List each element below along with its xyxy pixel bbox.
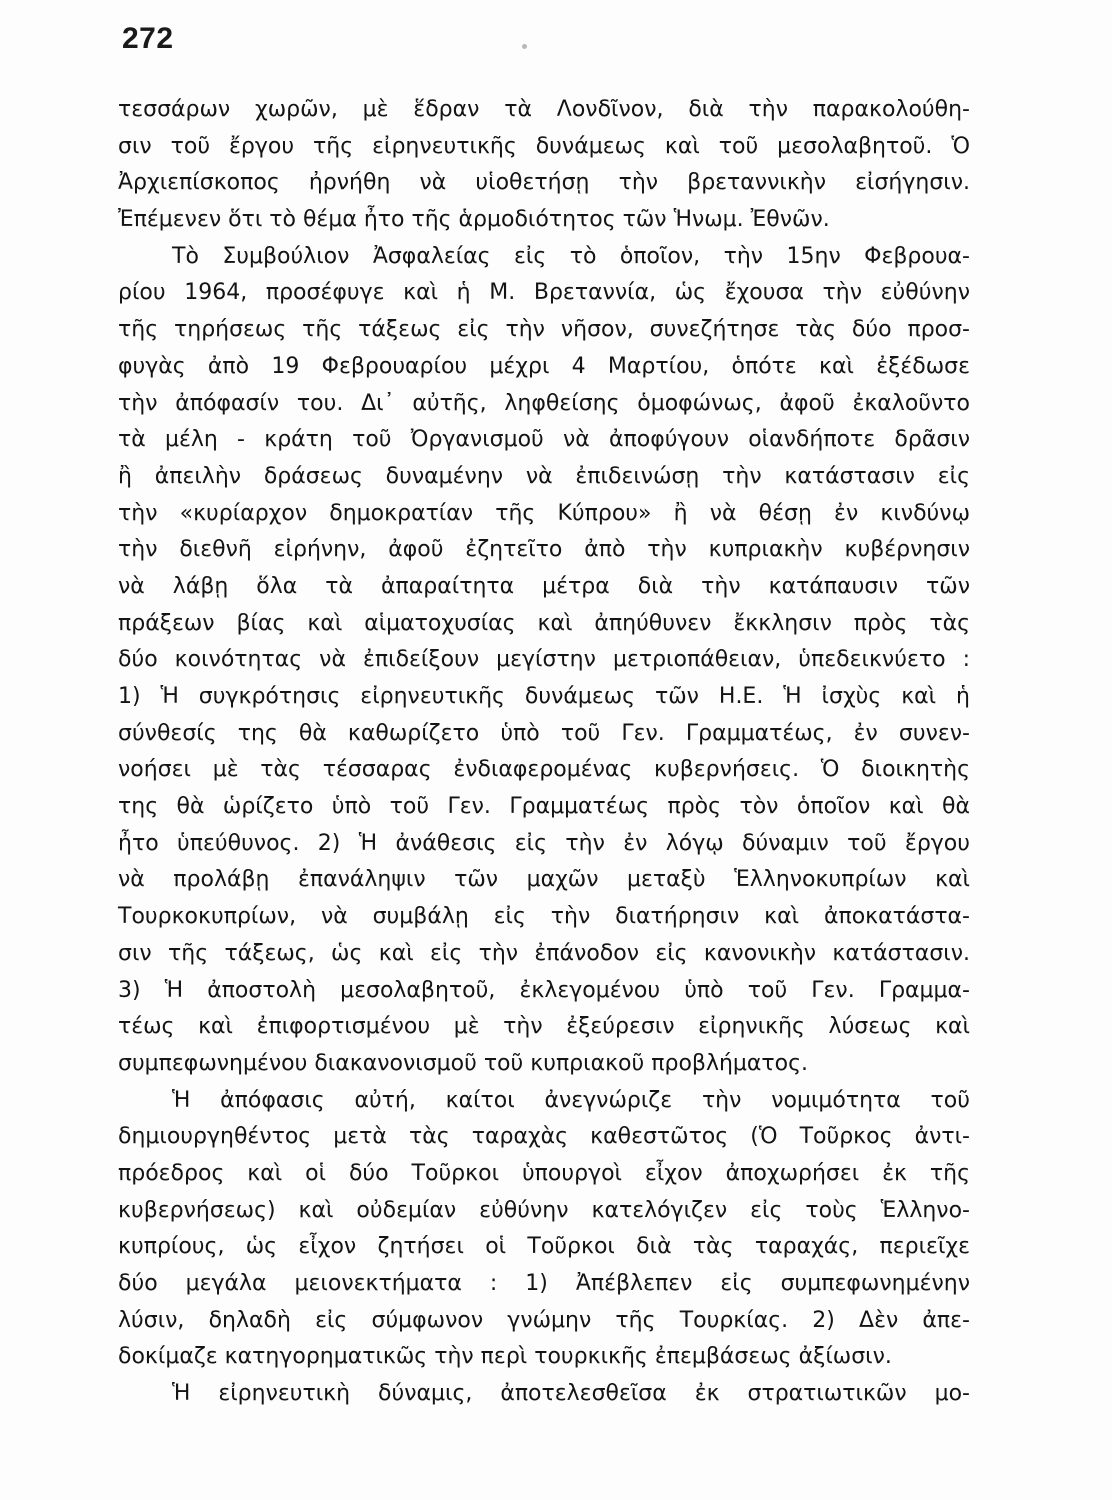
text-line: φυγὰς ἀπὸ 19 Φεβρουαρίου μέχρι 4 Μαρτίου, ὁπότε καὶ ἐξέδωσε (118, 353, 970, 379)
text-line: τῆς τηρήσεως τῆς τάξεως εἰς τὴν νῆσον, συνεζήτησε τὰς δύο προσ- (118, 317, 970, 343)
text-line: Ἐπέμενεν ὅτι τὸ θέμα ἦτο τῆς ἁρμοδιότητος τῶν Ἡνωμ. Ἐθνῶν. (118, 207, 830, 233)
text-line: Ἀρχιεπίσκοπος ἠρνήθη νὰ υἱοθετήσῃ τὴν βρεταννικὴν εἰσήγησιν. (118, 170, 970, 196)
text-line: σύνθεσίς της θὰ καθωρίζετο ὑπὸ τοῦ Γεν. Γραμματέως, ἐν συνεν- (118, 720, 970, 746)
text-line: της θὰ ὡρίζετο ὑπὸ τοῦ Γεν. Γραμματέως πρὸς τὸν ὁποῖον καὶ θὰ (118, 794, 970, 820)
scan-speck (522, 44, 527, 49)
text-line: νοήσει μὲ τὰς τέσσαρας ἐνδιαφερομένας κυβερνήσεις. Ὁ διοικητὴς (118, 757, 970, 783)
text-line: 1) Ἡ συγκρότησις εἰρηνευτικῆς δυνάμεως τῶν Η.Ε. Ἡ ἰσχὺς καὶ ἡ (118, 684, 970, 709)
text-line: ἦτο ὑπεύθυνος. 2) Ἡ ἀνάθεσις εἰς τὴν ἐν λόγῳ δύναμιν τοῦ ἔργου (118, 830, 970, 856)
text-line: συμπεφωνημένου διακανονισμοῦ τοῦ κυπριακοῦ προβλήματος. (118, 1050, 809, 1076)
paragraph-first-line: Ἡ ἀπόφασις αὐτή, καίτοι ἀνεγνώριζε τὴν νομιμότητα τοῦ (172, 1087, 970, 1113)
text-line: δύο κοινότητας νὰ ἐπιδείξουν μεγίστην μετριοπάθειαν, ὑπεδεικνύετο : (118, 647, 970, 673)
text-line: νὰ λάβῃ ὅλα τὰ ἀπαραίτητα μέτρα διὰ τὴν κατάπαυσιν τῶν (118, 573, 970, 599)
text-line: 3) Ἡ ἀποστολὴ μεσολαβητοῦ, ἐκλεγομένου ὑπὸ τοῦ Γεν. Γραμμα- (118, 977, 970, 1003)
text-line: τὴν ἀπόφασίν του. Δι᾿ αὐτῆς, ληφθείσης ὁμοφώνως, ἀφοῦ ἐκαλοῦντο (118, 390, 970, 416)
body-text (118, 92, 970, 1413)
text-line: δημιουργηθέντος μετὰ τὰς ταραχὰς καθεστῶτος (Ὁ Τοῦρκος ἀντι- (118, 1124, 970, 1150)
text-line: δύο μεγάλα μειονεκτήματα : 1) Ἀπέβλεπεν εἰς συμπεφωνημένην (118, 1271, 970, 1296)
paragraph-first-line: Τὸ Συμβούλιον Ἀσφαλείας εἰς τὸ ὁποῖον, τὴν 15ην Φεβρουα- (172, 243, 970, 269)
text-line: σιν τῆς τάξεως, ὡς καὶ εἰς τὴν ἐπάνοδον εἰς κανονικὴν κατάστασιν. (118, 940, 970, 966)
text-line: τεσσάρων χωρῶν, μὲ ἕδραν τὰ Λονδῖνον, διὰ τὴν παρακολούθη- (118, 97, 970, 122)
text-line: τὴν «κυρίαρχον δημοκρατίαν τῆς Κύπρου» ἢ νὰ θέσῃ ἐν κινδύνῳ (118, 500, 970, 526)
text-line: πρόεδρος καὶ οἱ δύο Τοῦρκοι ὑπουργοὶ εἶχον ἀποχωρήσει ἐκ τῆς (118, 1160, 970, 1186)
text-line: τὴν διεθνῆ εἰρήνην, ἀφοῦ ἐζητεῖτο ἀπὸ τὴν κυπριακὴν κυβέρνησιν (118, 537, 970, 563)
text-line: λύσιν, δηλαδὴ εἰς σύμφωνον γνώμην τῆς Τουρκίας. 2) Δὲν ἀπε- (118, 1307, 970, 1333)
text-line: κυβερνήσεως) καὶ οὐδεμίαν εὐθύνην κατελόγιζεν εἰς τοὺς Ἑλληνο- (118, 1197, 970, 1223)
text-line: σιν τοῦ ἔργου τῆς εἰρηνευτικῆς δυνάμεως καὶ τοῦ μεσολαβητοῦ. Ὁ (118, 133, 970, 159)
text-line: νὰ προλάβῃ ἐπανάληψιν τῶν μαχῶν μεταξὺ Ἑλληνοκυπρίων καὶ (118, 867, 970, 893)
text-line: Τουρκοκυπρίων, νὰ συμβάλῃ εἰς τὴν διατήρησιν καὶ ἀποκατάστα- (118, 904, 970, 930)
paragraph-first-line: Ἡ εἰρηνευτικὴ δύναμις, ἀποτελεσθεῖσα ἐκ στρατιωτικῶν μο- (172, 1381, 970, 1407)
text-line: κυπρίους, ὡς εἶχον ζητήσει οἱ Τοῦρκοι διὰ τὰς ταραχάς, περιεῖχε (118, 1234, 970, 1260)
text-line: πράξεων βίας καὶ αἱματοχυσίας καὶ ἀπηύθυνεν ἔκκλησιν πρὸς τὰς (118, 610, 970, 636)
text-line: ἢ ἀπειλὴν δράσεως δυναμένην νὰ ἐπιδεινώσῃ τὴν κατάστασιν εἰς (118, 463, 970, 489)
page-number: 272 (122, 22, 174, 55)
text-line: τέως καὶ ἐπιφορτισμένου μὲ τὴν ἐξεύρεσιν εἰρηνικῆς λύσεως καὶ (118, 1014, 970, 1040)
text-line: δοκίμαζε κατηγορηματικῶς τὴν περὶ τουρκικῆς ἐπεμβάσεως ἀξίωσιν. (118, 1344, 892, 1370)
text-line: τὰ μέλη - κράτη τοῦ Ὀργανισμοῦ νὰ ἀποφύγουν οἱανδήποτε δρᾶσιν (118, 427, 970, 453)
text-line: ρίου 1964, προσέφυγε καὶ ἡ Μ. Βρεταννία, ὡς ἔχουσα τὴν εὐθύνην (118, 280, 970, 306)
